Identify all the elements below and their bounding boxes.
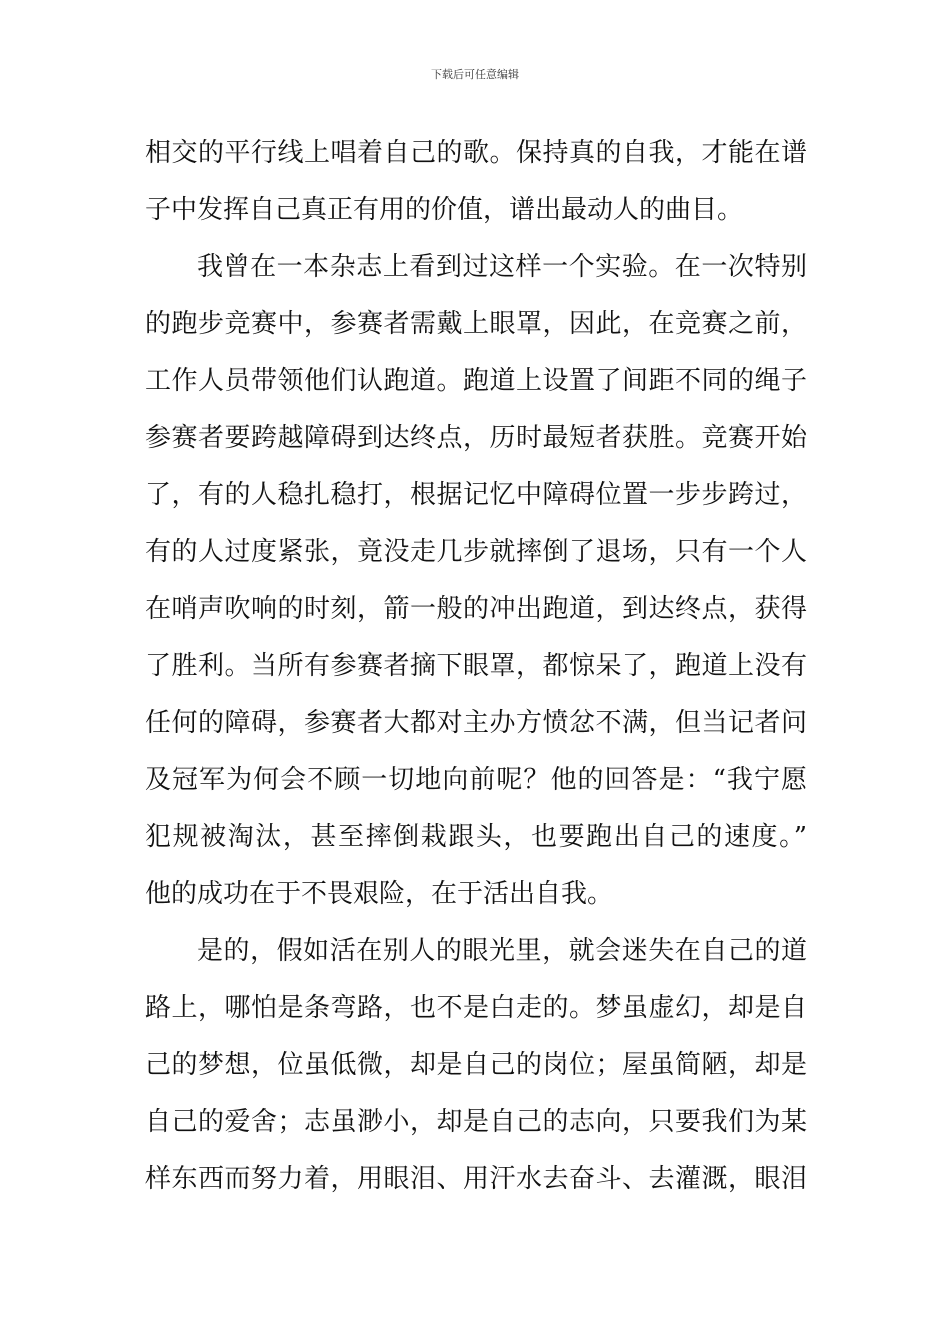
text-line: 我曾在一本杂志上看到过这样一个实验。在一次特别 [197, 252, 807, 282]
text-line: 他的成功在于不畏艰险，在于活出自我。 [145, 879, 614, 909]
text-line: 有的人过度紧张，竟没走几步就摔倒了退场，只有一个人 [145, 537, 807, 567]
text-line: 己的梦想，位虽低微，却是自己的岗位；屋虽简陋，却是 [145, 1050, 807, 1080]
text-line: 相交的平行线上唱着自己的歌。保持真的自我，才能在谱 [145, 138, 807, 168]
text-line: 路上，哪怕是条弯路，也不是白走的。梦虽虚幻，却是自 [145, 993, 807, 1023]
text-line: 子中发挥自己真正有用的价值，谱出最动人的曲目。 [145, 195, 744, 225]
text-line: 的跑步竞赛中，参赛者需戴上眼罩，因此，在竞赛之前， [145, 309, 807, 339]
text-line: 及冠军为何会不顾一切地向前呢？他的回答是：“我宁愿 [145, 765, 807, 795]
text-line: 样东西而努力着，用眼泪、用汗水去奋斗、去灌溉，眼泪 [145, 1164, 807, 1194]
body-text [145, 125, 807, 1208]
text-line: 了胜利。当所有参赛者摘下眼罩，都惊呆了，跑道上没有 [145, 651, 807, 681]
text-line: 工作人员带领他们认跑道。跑道上设置了间距不同的绳子 [145, 366, 807, 396]
text-line: 是的，假如活在别人的眼光里，就会迷失在自己的道 [197, 936, 807, 966]
page-header: 下载后可任意编辑 [431, 68, 519, 81]
text-line: 参赛者要跨越障碍到达终点，历时最短者获胜。竞赛开始 [145, 423, 807, 453]
text-line: 自己的爱舍；志虽渺小，却是自己的志向，只要我们为某 [145, 1107, 807, 1137]
text-line: 犯规被淘汰，甚至摔倒栽跟头，也要跑出自己的速度。” [145, 822, 807, 852]
text-line: 任何的障碍，参赛者大都对主办方愤忿不满，但当记者问 [145, 708, 807, 738]
text-line: 在哨声吹响的时刻，箭一般的冲出跑道，到达终点，获得 [145, 594, 807, 624]
text-line: 了，有的人稳扎稳打，根据记忆中障碍位置一步步跨过， [145, 480, 807, 510]
